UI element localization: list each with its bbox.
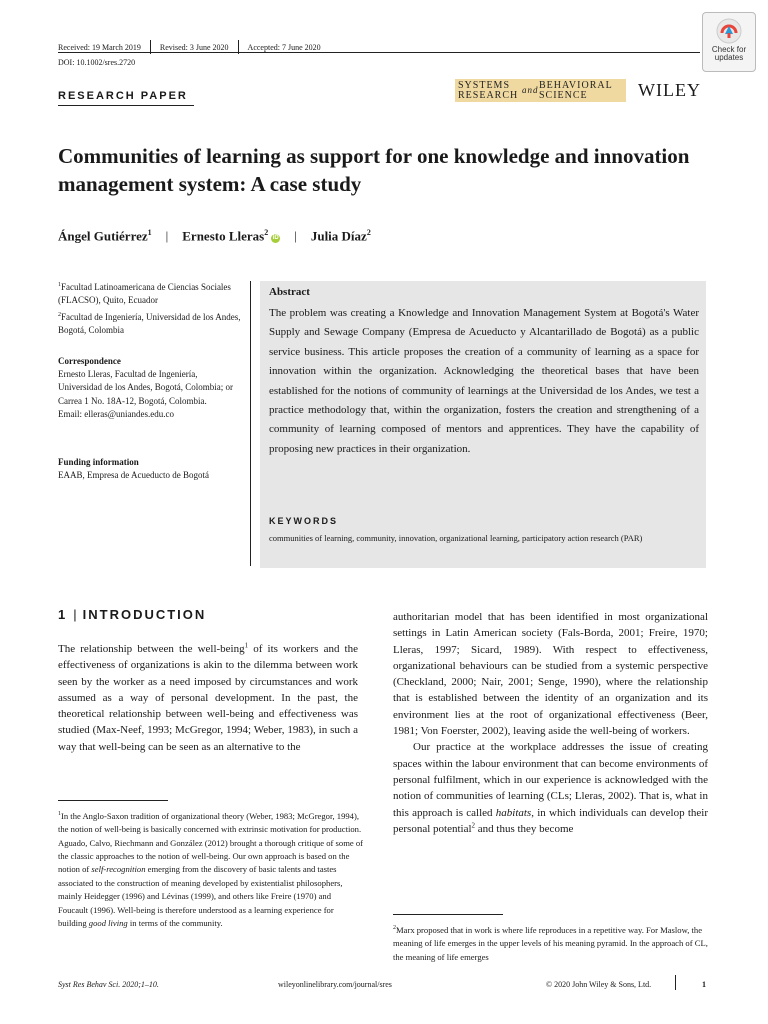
journal-citation: Syst Res Behav Sci. 2020;1–10.	[58, 980, 159, 989]
column-divider	[250, 281, 251, 566]
footnote-1: $^1$In the Anglo-Saxon tradition of organizational theory (Weber, 1983; McGregor, 1994), the notion of well-being is basically concerned with extrinsic motivation for production. Aguado, Calvo, Riechmann and González (2012) brought a thorough critique of some of the classic approaches to the notion of well-being. Our own approach is based on the notion of self-recognition emerging from the discovery of basic talents and tastes associated to the construction of meaning developed by existentialist philosophers, mainly Heidegger (1996) and Lévinas (1999), and others like Freire (1970) and Foucault (1996). Well-being is therefore understood as a learning experience for building good living in terms of the community.	[58, 810, 363, 929]
check-updates-label: updates	[714, 53, 744, 62]
article-title: Communities of learning as support for one knowledge and innovation management system: A case study	[58, 144, 690, 196]
author[interactable]: Ángel Gutiérrez$^1$	[58, 228, 152, 244]
article-type: RESEARCH PAPER	[58, 90, 188, 102]
abstract-heading: Abstract	[269, 286, 310, 298]
check-updates-icon	[715, 17, 743, 45]
paragraph: The relationship between the well-being$^1$ of its workers and the effectiveness of organizations is akin to the dilemma between work seen by the worker as a need imposed by circumstances and work assumed as a way of personal development. In the past, the theoretical relationship between well-being and effectiveness was studied (Max-Neef, 1993; McGregor, 1994; Weber, 1983), in such a way that well-being can be seen as an alternative to the	[58, 641, 358, 753]
page-number: 1	[702, 980, 706, 989]
footnote-rule	[393, 914, 503, 915]
journal-word: SCIENCE	[539, 90, 588, 101]
author[interactable]: Julia Díaz$^2$	[310, 228, 371, 244]
journal-word: RESEARCH	[458, 90, 519, 101]
author-divider: |	[294, 228, 297, 244]
keywords-text: communities of learning, community, innovation, organizational learning, participatory action research (PAR)	[269, 533, 643, 543]
footnote-ref[interactable]: 1	[244, 641, 249, 650]
keywords-heading: KEYWORDS	[269, 516, 339, 526]
journal-word: BEHAVIORAL	[539, 80, 613, 91]
funding-heading: Funding information	[58, 457, 139, 467]
journal-url[interactable]: wileyonlinelibrary.com/journal/sres	[278, 980, 392, 989]
correspondence	[58, 355, 243, 421]
section-heading: 1 | INTRODUCTION	[58, 607, 207, 622]
affiliation: $^2$Facultad de Ingeniería, Universidad de los Andes, Bogotá, Colombia	[58, 312, 241, 336]
article-type-rule	[58, 105, 194, 106]
received-date: Received: 19 March 2019	[58, 42, 141, 52]
accepted-date: Accepted: 7 June 2020	[247, 42, 321, 52]
check-updates-label: Check for	[711, 45, 747, 54]
publisher-logo[interactable]: WILEY	[638, 80, 701, 100]
journal-amp: and	[522, 85, 539, 95]
body-text-right	[393, 609, 708, 837]
affiliation: $^1$Facultad Latinoamericana de Ciencias Sociales (FLACSO), Quito, Ecuador	[58, 282, 231, 306]
doi[interactable]: DOI: 10.1002/sres.2720	[58, 58, 136, 67]
orcid-icon[interactable]: iD	[272, 235, 279, 242]
footnote-rule	[58, 800, 168, 801]
abstract-box	[260, 281, 706, 568]
correspondence-heading: Correspondence	[58, 356, 121, 366]
footnote-2: $^2$Marx proposed that in work is where life reproduces in a repetitive way. For Maslow, the meaning of life emerges in the upper levels of his meaning pyramid. In the approach of CL, the meaning of life emerges	[393, 924, 708, 962]
body-text-left	[58, 641, 358, 755]
funding-information	[58, 456, 243, 482]
footnote-ref[interactable]: 2	[471, 821, 476, 830]
journal-word: SYSTEMS	[458, 80, 511, 91]
footer-divider	[675, 975, 676, 990]
revised-date: Revised: 3 June 2020	[159, 42, 229, 52]
correspondence-email[interactable]: Email: elleras@uniandes.edu.co	[58, 408, 174, 419]
abstract-text: The problem was creating a Knowledge and Innovation Management System at Bogotá's Water Supply and Sewage Company (Empresa de Acueducto y Alcantarillado de Bogotá) as a public service business. This article proposes the creation of a community of learning as a space for innovation within the organization. Acknowledging the theoretical bases that have been established for the notions of community of learnings at the Universidad de los Andes, we test a practice methodology that, within the organization, fosters the creation and strengthening of a community of learning composed of mentors and apprentices. They have the capability of proposing new practices in their organization.	[269, 307, 699, 455]
author-divider: |	[165, 228, 169, 244]
author[interactable]: Ernesto Lleras$^2$iD	[182, 228, 279, 244]
paragraph: Our practice at the workplace addresses the issue of creating spaces within the labour environment that can become environments of personal fulfilment, which in our experience is acknowledged with the notion of communities of learning (CLs; Lleras, 2002). That is, what in this approach is called habitats, in which individuals can develop their personal potential$^2$ and thus they become	[393, 741, 708, 835]
header-rule	[58, 52, 700, 53]
funding-text: EAAB, Empresa de Acueducto de Bogotá	[58, 470, 209, 481]
correspondence-text: Ernesto Lleras, Facultad de Ingeniería, Universidad de los Andes, Bogotá, Colombia; or Carrea 1 No. 18A-12, Bogotá, Colombia.	[58, 369, 233, 406]
paragraph: authoritarian model that has been identified in most organizational settings in Latin American society (Fals-Borda, 2001; Freire, 1970; Lleras, 1997; Sicard, 1989). With respect to effectiveness, organizational behaviours can be studied from a systemic perspective (Checkland, 2000; Nair, 2001; Senge, 1990), where the relationship that is established between the identity of an organization and its environment lies at the root of organizational effectiveness (Beer, 1981; Von Foerster, 2002), leaving aside the well-being of workers.	[393, 611, 708, 738]
check-for-updates-badge[interactable]	[702, 12, 756, 72]
author-list	[58, 228, 371, 244]
copyright: © 2020 John Wiley & Sons, Ltd.	[546, 980, 652, 989]
journal-logo[interactable]	[455, 79, 626, 102]
